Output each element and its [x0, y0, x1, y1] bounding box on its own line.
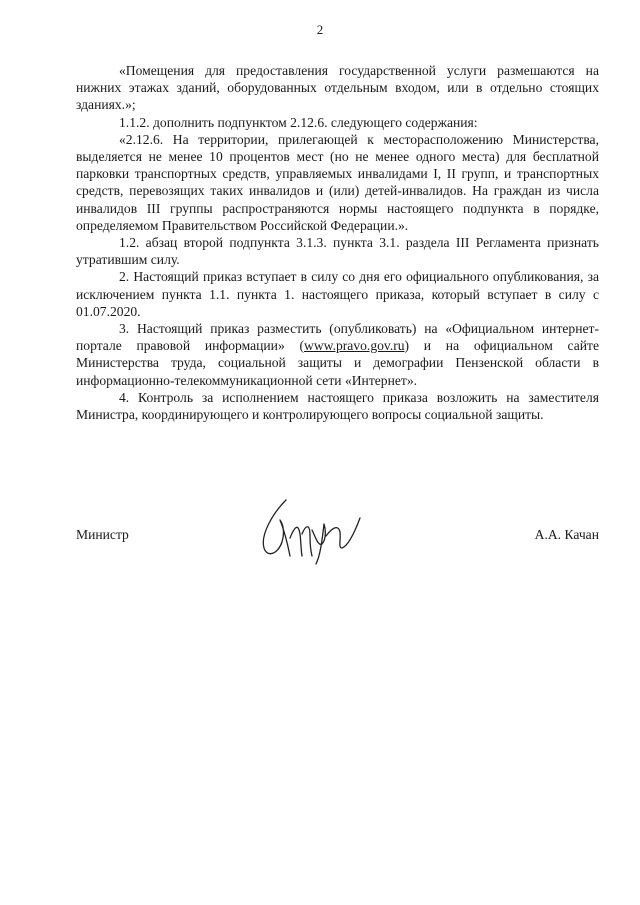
page-number: 2 [316, 22, 324, 37]
paragraph-1-1-2: 1.1.2. дополнить подпунктом 2.12.6. следующего содержания: [119, 114, 478, 130]
paragraph-4-control: 4. Контроль за исполнением настоящего приказа возложить на заместителя Министра, координирующего и контролирующего вопросы социальной защиты. [76, 389, 599, 423]
publication-text-start: 3. Настоящий приказ разместить (опубликовать) на «Официальном интернет-портале правовой информации» ( [76, 321, 599, 354]
signer-name: А.А. Качан [534, 527, 599, 542]
paragraph-3-publication [76, 320, 599, 389]
paragraph-2-12-6: «2.12.6. На территории, прилегающей к месторасположению Министерства, выделяется не менее 10 процентов мест (но не менее одного места) для бесплатной парковки транспортных средств, управляемых инвалидами I, II групп, и транспортных средств, перевозящих таких инвалидов и (или) детей-инвалидов. На граждан из числа инвалидов III группы распространяются нормы настоящего подпункта в порядке, определяемом Правительством Российской Федерации.». [76, 131, 599, 233]
pravo-gov-link[interactable]: www.pravo.gov.ru [304, 338, 405, 354]
position-title: Министр [76, 527, 129, 542]
document-body [76, 62, 599, 423]
paragraph-2-effective-date: 2. Настоящий приказ вступает в силу со дня его официального опубликования, за исключением пункта 1.1. пункта 1. настоящего приказа, который вступает в силу с 01.07.2020. [76, 269, 599, 319]
publication-text-end: ) и на официальном сайте Министерства труда, социальной защиты и демографии Пензенской области в информационно-телекоммуникационной сети «Интернет». [76, 338, 599, 388]
paragraph-premises-quote: «Помещения для предоставления государственной услуги размешаются на нижних этажах зданий, оборудованных отдельным входом, или в отдельно стоящих зданиях.»; [76, 63, 599, 113]
paragraph-1-2: 1.2. абзац второй подпункта 3.1.3. пункта 3.1. раздела III Регламента признать утратившим силу. [76, 235, 599, 268]
handwritten-signature [252, 494, 364, 566]
